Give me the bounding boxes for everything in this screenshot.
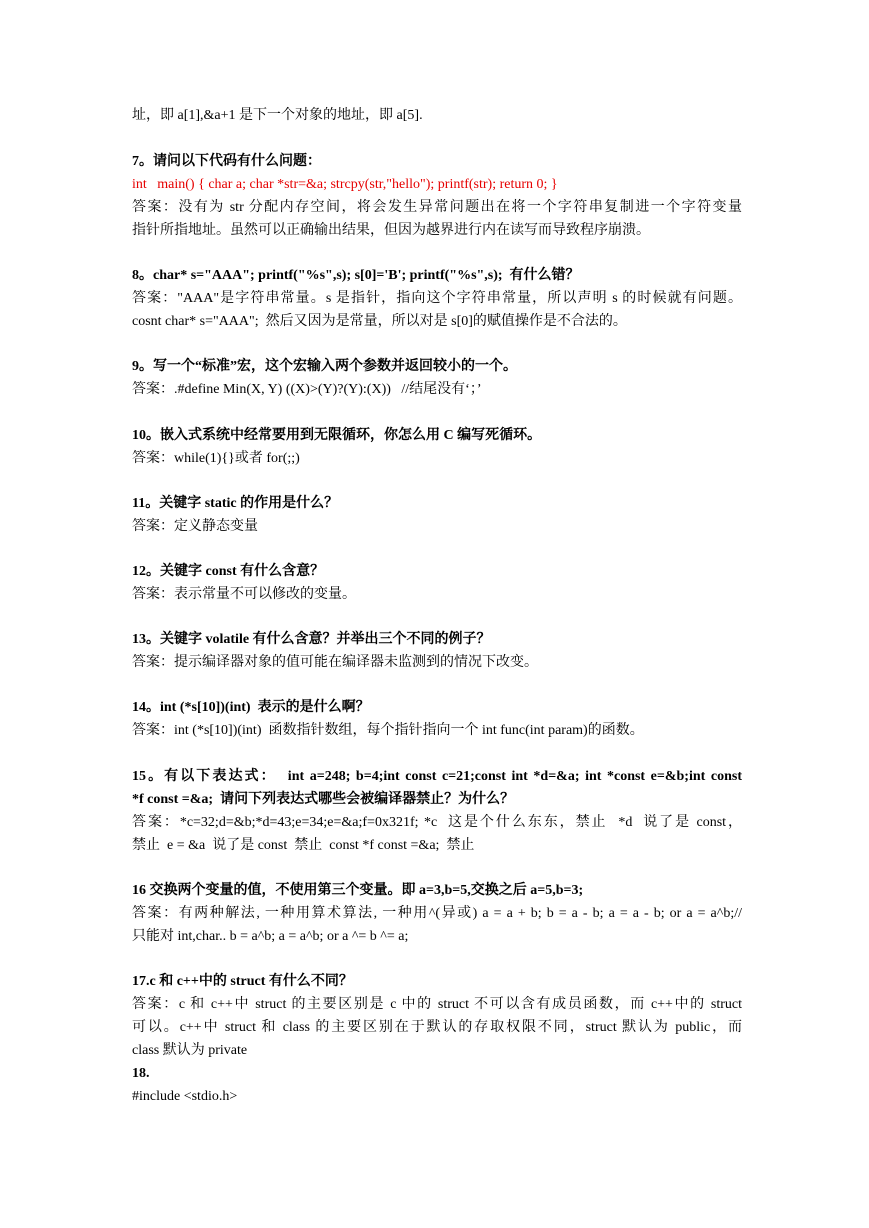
question-7-answer-line-2: 指针所指地址。虽然可以正确输出结果，但因为越界进行内在读写而导致程序崩溃。 bbox=[132, 223, 650, 238]
question-14-answer: 答案：int (*s[10])(int) 函数指针数组，每个指针指向一个 int func(int param)的函数。 bbox=[132, 723, 644, 738]
question-17-title: 17.c 和 c++中的 struct 有什么不同？ bbox=[132, 974, 353, 989]
question-7-answer-line-1: 答案：没有为 str 分配内存空间，将会发生异常问题出在将一个字符串复制进一个字符变量 bbox=[132, 200, 742, 215]
question-8-answer-line-1: 答案："AAA"是字符串常量。s 是指针，指向这个字符串常量，所以声明 s 的时候就有问题。 bbox=[132, 291, 742, 306]
question-11-answer: 答案：定义静态变量 bbox=[132, 519, 258, 534]
question-16-answer-line-2: 只能对 int,char.. b = a^b; a = a^b; or a ^= b ^= a; bbox=[132, 929, 409, 944]
question-7-title: 7。请问以下代码有什么问题： bbox=[132, 154, 321, 169]
question-13-answer: 答案：提示编译器对象的值可能在编译器未监测到的情况下改变。 bbox=[132, 655, 538, 670]
question-11-title: 11。关键字 static 的作用是什么？ bbox=[132, 496, 339, 511]
question-17-answer-line-3: class 默认为 private bbox=[132, 1043, 248, 1058]
question-17-answer-line-1: 答案：c 和 c++中 struct 的主要区别是 c 中的 struct 不可以含有成员函数，而 c++中的 struct bbox=[132, 997, 742, 1012]
question-10-answer: 答案：while(1){}或者 for(;;) bbox=[132, 451, 300, 466]
question-12-answer: 答案：表示常量不可以修改的变量。 bbox=[132, 587, 356, 602]
question-17-answer-line-2: 可以。c++中 struct 和 class 的主要区别在于默认的存取权限不同，struct 默认为 public，而 bbox=[132, 1020, 742, 1035]
question-15-title-line-2: *f const =&a; 请问下列表达式哪些会被编译器禁止？为什么？ bbox=[132, 792, 515, 807]
question-16-title: 16 交换两个变量的值，不使用第三个变量。即 a=3,b=5,交换之后 a=5,b=3; bbox=[132, 883, 584, 898]
question-15-title-line-1: 15。有以下表达式： int a=248; b=4;int const c=21;const int *d=&a; int *const e=&b;int const bbox=[132, 769, 742, 784]
question-16-answer-line-1: 答案：有两种解法, 一种用算术算法, 一种用^(异或) a = a + b; b = a - b; a = a - b; or a = a^b;// bbox=[132, 906, 742, 921]
question-15-answer-line-1: 答案：*c=32;d=&b;*d=43;e=34;e=&a;f=0x321f; *c 这是个什么东东，禁止 *d 说了是 const， bbox=[132, 815, 742, 830]
question-13-title: 13。关键字 volatile 有什么含意？并举出三个不同的例子？ bbox=[132, 632, 491, 647]
question-18-title: 18. bbox=[132, 1066, 150, 1081]
question-12-title: 12。关键字 const 有什么含意？ bbox=[132, 564, 325, 579]
question-7-code: int main() { char a; char *str=&a; strcpy(str,"hello"); printf(str); return 0; } bbox=[132, 177, 558, 192]
question-8-title: 8。char* s="AAA"; printf("%s",s); s[0]='B'; printf("%s",s); 有什么错？ bbox=[132, 268, 580, 283]
question-8-answer-line-2: cosnt char* s="AAA"; 然后又因为是常量，所以对是 s[0]的赋值操作是不合法的。 bbox=[132, 314, 627, 329]
question-9-title: 9。写一个“标准”宏，这个宏输入两个参数并返回较小的一个。 bbox=[132, 359, 517, 374]
question-15-answer-line-2: 禁止 e = &a 说了是 const 禁止 const *f const =&a; 禁止 bbox=[132, 838, 475, 853]
question-10-title: 10。嵌入式系统中经常要用到无限循环，你怎么用 C 编写死循环。 bbox=[132, 428, 542, 443]
question-18-code: #include <stdio.h> bbox=[132, 1089, 238, 1104]
question-9-answer: 答案：.#define Min(X, Y) ((X)>(Y)?(Y):(X)) //结尾没有‘；’ bbox=[132, 382, 482, 397]
question-14-title: 14。int (*s[10])(int) 表示的是什么啊？ bbox=[132, 700, 370, 715]
paragraph-continuation: 址，即 a[1],&a+1 是下一个对象的地址，即 a[5]. bbox=[132, 108, 423, 123]
